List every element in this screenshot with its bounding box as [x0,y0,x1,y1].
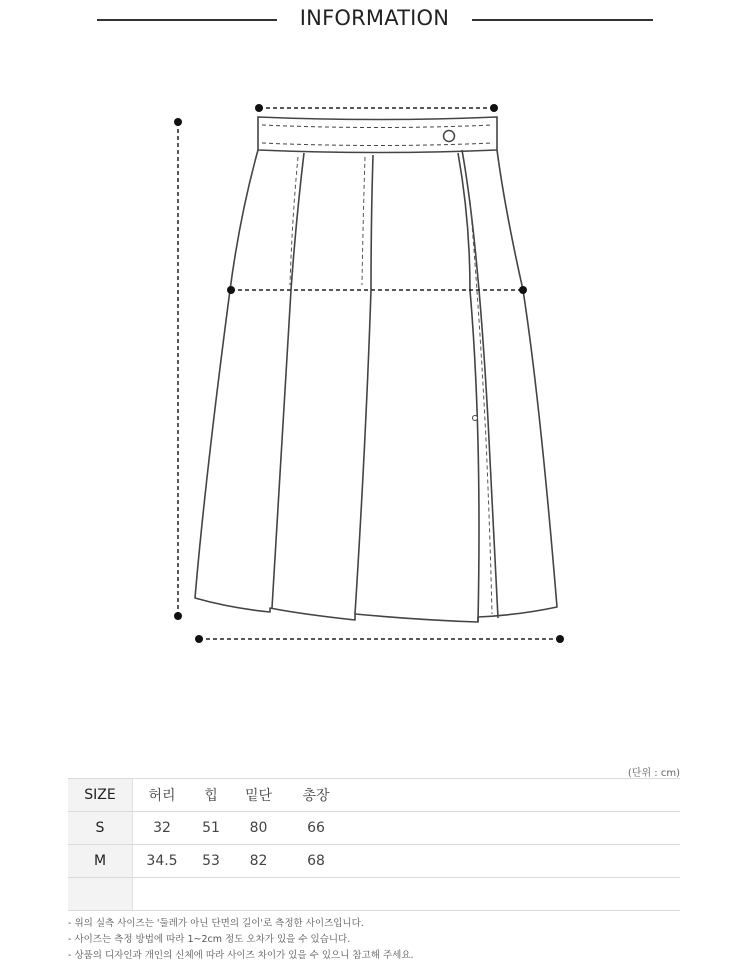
table-filler [346,779,680,812]
header-hem: 밑단 [231,779,286,812]
section-title: INFORMATION [299,6,450,30]
header-waist: 허리 [133,779,192,812]
empty-cell [191,878,231,911]
empty-cell [133,878,192,911]
hip-value: 53 [191,845,231,878]
waist-value: 34.5 [133,845,192,878]
note-line: - 사이즈는 측정 방법에 따라 1~2cm 정도 오차가 있을 수 있습니다. [68,934,351,945]
section-header [0,0,750,42]
waist-button-icon [444,131,455,142]
measure-hem [195,635,564,643]
placket-button-icon [473,416,478,421]
table-filler [346,845,680,878]
length-value: 68 [286,845,346,878]
hem-value: 80 [231,812,286,845]
empty-cell [68,878,133,911]
table-row-empty [68,878,680,911]
empty-cell [286,878,346,911]
length-value: 66 [286,812,346,845]
header-rule-left [97,19,277,21]
header-rule-right [472,19,653,21]
size-notes [68,916,414,964]
header-hip: 힙 [191,779,231,812]
measure-length [174,118,182,620]
size-table [68,778,680,911]
note-line: - 상품의 디자인과 개인의 신체에 따라 사이즈 차이가 있을 수 있으니 참고해 주세요. [68,950,414,961]
hip-value: 51 [191,812,231,845]
header-length: 총장 [286,779,346,812]
measure-waist [255,104,498,112]
skirt-body [195,150,557,622]
hem-value: 82 [231,845,286,878]
measure-hip [227,286,527,294]
note-line: - 위의 실측 사이즈는 '둘레가 아닌 단면의 길이'로 측정한 사이즈입니다. [68,918,364,929]
empty-cell [231,878,286,911]
header-size: SIZE [68,779,133,812]
waist-value: 32 [133,812,192,845]
table-row [68,812,680,845]
unit-label: (단위 : cm) [627,768,680,779]
size-label: S [68,812,133,845]
size-label: M [68,845,133,878]
skirt-stitching [290,157,492,614]
skirt-waistband [258,117,497,153]
skirt-measurement-diagram [0,60,750,660]
table-filler [346,812,680,845]
table-filler [346,878,680,911]
table-header-row [68,779,680,812]
table-row [68,845,680,878]
